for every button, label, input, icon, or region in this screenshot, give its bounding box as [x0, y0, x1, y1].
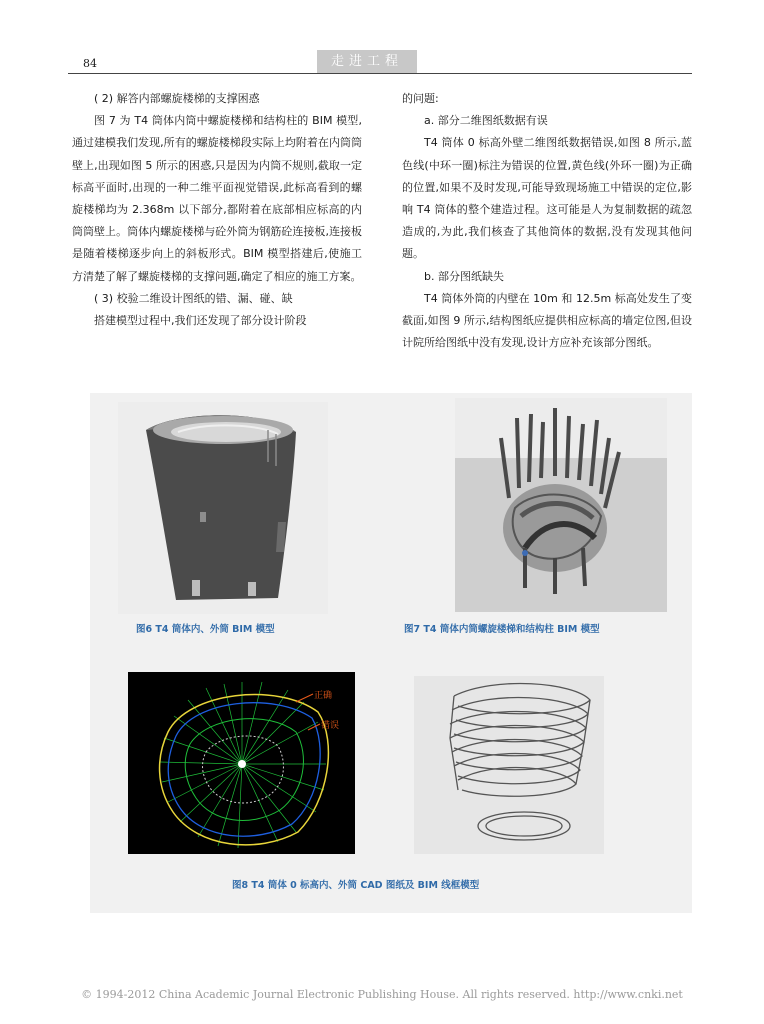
paragraph: ( 3) 校验二维设计图纸的错、漏、碰、缺 [94, 291, 293, 305]
fig8-wireframe-model [414, 676, 604, 854]
right-column [402, 88, 692, 354]
copyright-footer: © 1994-2012 China Academic Journal Electronic Publishing House. All rights reserved. http://www.cnki.net [81, 988, 683, 1001]
paragraph: 的问题: [402, 92, 439, 105]
header-rule [68, 73, 692, 74]
paragraph: ( 2) 解答内部螺旋楼梯的支撑困惑 [94, 92, 260, 105]
paragraph: T4 筒体外筒的内壁在 10m 和 12.5m 标高处发生了变截面,如图 9 所示,结构图纸应提供相应标高的墙定位图,但设计院所给图纸中没有发现,设计方应补充该部分图纸。 [402, 291, 692, 350]
fig7-spiral-stair-model [455, 398, 667, 612]
fig8-cad-drawing [128, 672, 355, 854]
label-correct: 正确 [314, 691, 333, 701]
journal-title: 走进工程 [330, 54, 403, 69]
label-wrong: 错误 [321, 721, 340, 731]
fig6-caption: 图6 T4 筒体内、外筒 BIM 模型 [136, 624, 275, 635]
paragraph: 图 7 为 T4 筒体内筒中螺旋楼梯和结构柱的 BIM 模型,通过建模我们发现,所有的螺旋楼梯段实际上均附着在内筒筒壁上,出现如图 5 所示的困惑,只是因为内筒不规则,截取一定标高平面时,出现的一种二维平面视觉错误,此标高看到的螺旋楼梯均为 2.368m 以下部分,都附着在底部相应标高的内筒筒壁上。筒体内螺旋楼梯与砼外筒为钢筋砼连接板,连接板是随着楼梯逐步向上的斜板形式。BIM 模型搭建后,使施工方清楚了解了螺旋楼梯的支撑问题,确定了相应的施工方案。 [72, 114, 362, 283]
paragraph: a. 部分二维图纸数据有误 [424, 114, 548, 128]
fig7-caption: 图7 T4 筒体内筒螺旋楼梯和结构柱 BIM 模型 [404, 624, 600, 635]
left-column [72, 88, 362, 332]
page-number: 84 [83, 57, 97, 70]
fig8-caption: 图8 T4 筒体 0 标高内、外筒 CAD 图纸及 BIM 线框模型 [232, 880, 480, 891]
paragraph: T4 筒体 0 标高外壁二维图纸数据错误,如图 8 所示,蓝色线(中环一圈)标注为错误的位置,黄色线(外环一圈)为正确的位置,如果不及时发现,可能导致现场施工中错误的定位,影响 T4 筒体的整个建造过程。这可能是人为复制数据的疏忽造成的,为此,我们核查了其他筒体的数据,没有发现其他问题。 [402, 136, 692, 261]
fig6-bim-shell-model [118, 402, 328, 614]
paragraph: 搭建模型过程中,我们还发现了部分设计阶段 [94, 314, 307, 328]
paragraph: b. 部分图纸缺失 [424, 269, 504, 283]
